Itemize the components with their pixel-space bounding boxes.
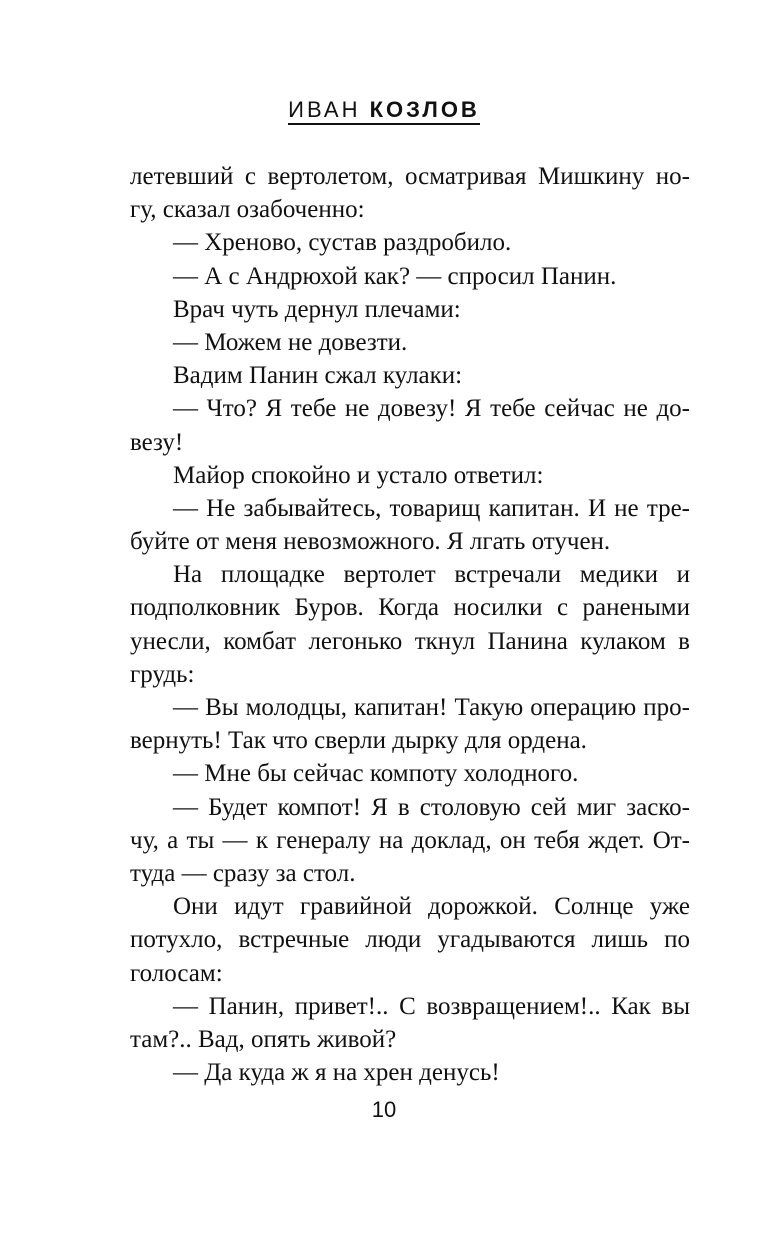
text-line: — Да куда ж я на хрен денусь! (173, 1059, 500, 1087)
text-line: Врач чуть дернул плечами: (173, 295, 461, 323)
text-line: — Хреново, сустав раздробило. (173, 229, 512, 257)
text-line: грудь: (130, 660, 195, 688)
text-line: Они идут гравийной дорожкой. Солнце уже (173, 893, 690, 921)
text-line: — Будет компот! Я в столовую сей миг заско- (173, 793, 690, 821)
author-name (288, 97, 480, 125)
text-line: На площадке вертолет встречали медики и (173, 561, 690, 589)
text-line: Вадим Панин сжал кулаки: (173, 362, 463, 390)
text-line: унесли, комбат легонько ткнул Панина кулаком в (130, 627, 690, 655)
text-line: голосам: (130, 959, 223, 987)
text-line: — Мне бы сейчас компоту холодного. (173, 760, 579, 788)
body-text (130, 160, 690, 1089)
text-line: — А с Андрюхой как? — спросил Панин. (173, 262, 617, 290)
author-last-name: КОЗЛОВ (369, 97, 480, 122)
text-line: гу, сказал озабоченно: (130, 196, 365, 224)
text-line: потухло, встречные люди угадываются лишь по (130, 926, 690, 954)
text-line: везу! (130, 428, 184, 456)
text-line: туда — сразу за стол. (130, 859, 356, 887)
text-line: чу, а ты — к генералу на доклад, он тебя ждет. От- (130, 826, 690, 854)
page-number: 10 (371, 1097, 397, 1122)
text-line: — Что? Я тебе не довезу! Я тебе сейчас не до- (173, 395, 690, 423)
text-line: — Панин, привет!.. С возвращением!.. Как вы (173, 992, 690, 1020)
text-line: вернуть! Так что сверли дырку для ордена. (130, 727, 587, 755)
text-line: — Вы молодцы, капитан! Такую операцию про- (173, 694, 690, 721)
text-line: Майор спокойно и устало ответил: (173, 461, 544, 489)
text-line: — Не забывайтесь, товарищ капитан. И не тре- (173, 494, 690, 522)
text-line: там?.. Вад, опять живой? (130, 1025, 397, 1053)
text-line: подполковник Буров. Когда носилки с ранеными (130, 594, 690, 622)
text-line: летевший с вертолетом, осматривая Мишкину но- (130, 163, 690, 190)
text-line: — Можем не довезти. (173, 328, 408, 356)
author-first-name: ИВАН (288, 97, 361, 122)
text-line: буйте от меня невозможного. Я лгать отучен. (130, 528, 611, 556)
running-header (0, 97, 768, 125)
